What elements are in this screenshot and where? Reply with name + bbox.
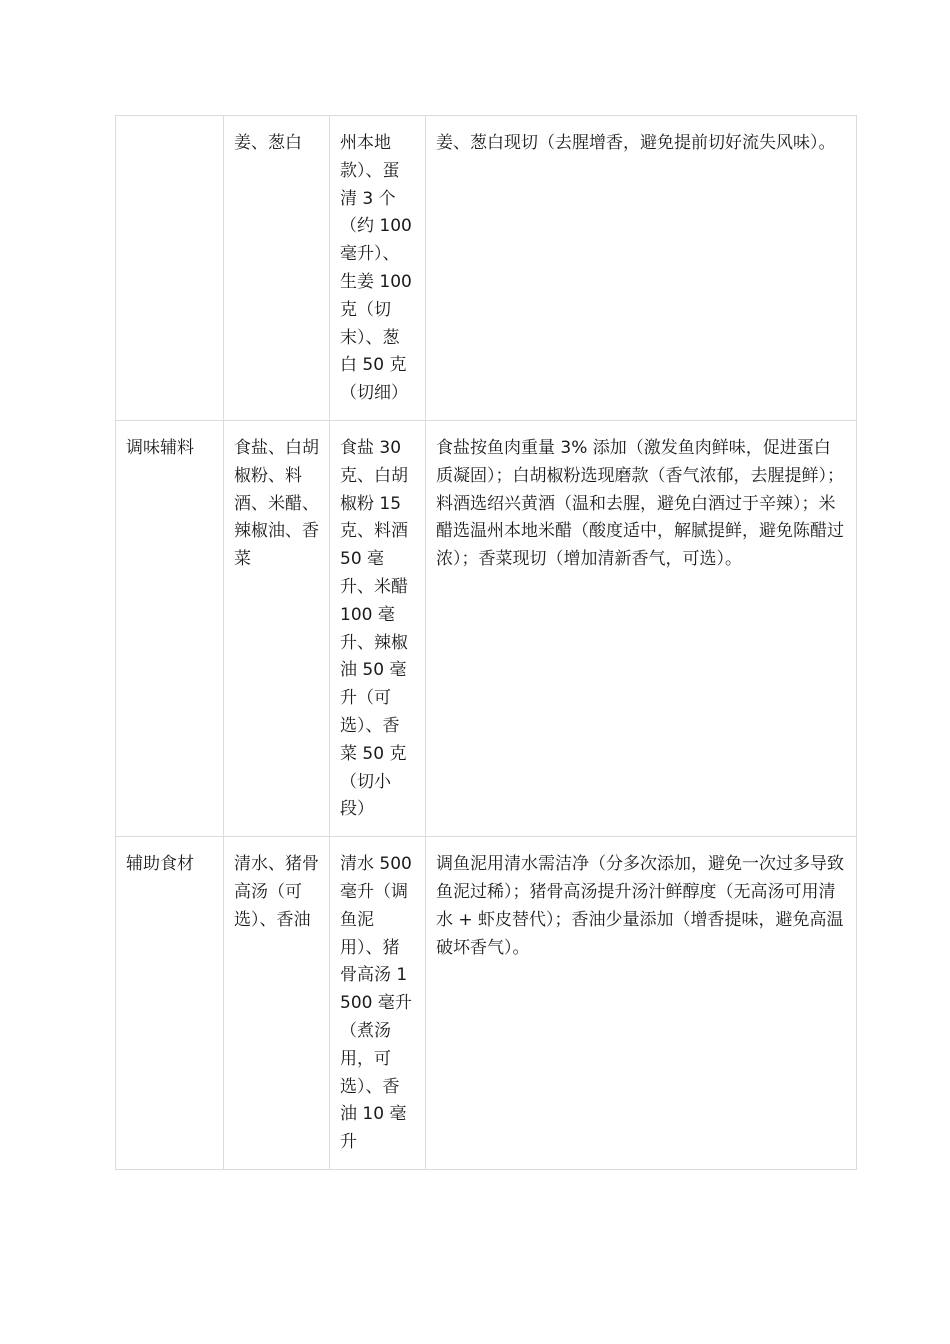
- amount-cell: 州本地款）、蛋清 3 个（约 100 毫升）、生姜 100 克（切末）、葱白 50 克（切细）: [330, 116, 426, 421]
- items-cell: 清水、猪骨高汤（可选）、香油: [224, 837, 330, 1170]
- note-cell: 调鱼泥用清水需洁净（分多次添加，避免一次过多导致鱼泥过稀）；猪骨高汤提升汤汁鲜醇度（无高汤可用清水 + 虾皮替代）；香油少量添加（增香提味，避免高温破坏香气）。: [426, 837, 857, 1170]
- note-cell: 食盐按鱼肉重量 3% 添加（激发鱼肉鲜味，促进蛋白质凝固）；白胡椒粉选现磨款（香气浓郁，去腥提鲜）；料酒选绍兴黄酒（温和去腥，避免白酒过于辛辣）；米醋选温州本地米醋（酸度适中，解腻提鲜，避免陈醋过浓）；香菜现切（增加清新香气，可选）。: [426, 421, 857, 837]
- ingredients-table: [115, 115, 857, 1170]
- items-cell: 食盐、白胡椒粉、料酒、米醋、辣椒油、香菜: [224, 421, 330, 837]
- amount-cell: 食盐 30 克、白胡椒粉 15 克、料酒 50 毫升、米醋 100 毫升、辣椒油 50 毫升（可选）、香菜 50 克（切小段）: [330, 421, 426, 837]
- category-cell: [116, 116, 224, 421]
- amount-cell: 清水 500 毫升（调鱼泥用）、猪骨高汤 1500 毫升（煮汤用，可选）、香油 10 毫升: [330, 837, 426, 1170]
- table-row: [116, 837, 857, 1170]
- note-cell: 姜、葱白现切（去腥增香，避免提前切好流失风味）。: [426, 116, 857, 421]
- table-row: [116, 116, 857, 421]
- category-cell: 调味辅料: [116, 421, 224, 837]
- items-cell: 姜、葱白: [224, 116, 330, 421]
- table-row: [116, 421, 857, 837]
- category-cell: 辅助食材: [116, 837, 224, 1170]
